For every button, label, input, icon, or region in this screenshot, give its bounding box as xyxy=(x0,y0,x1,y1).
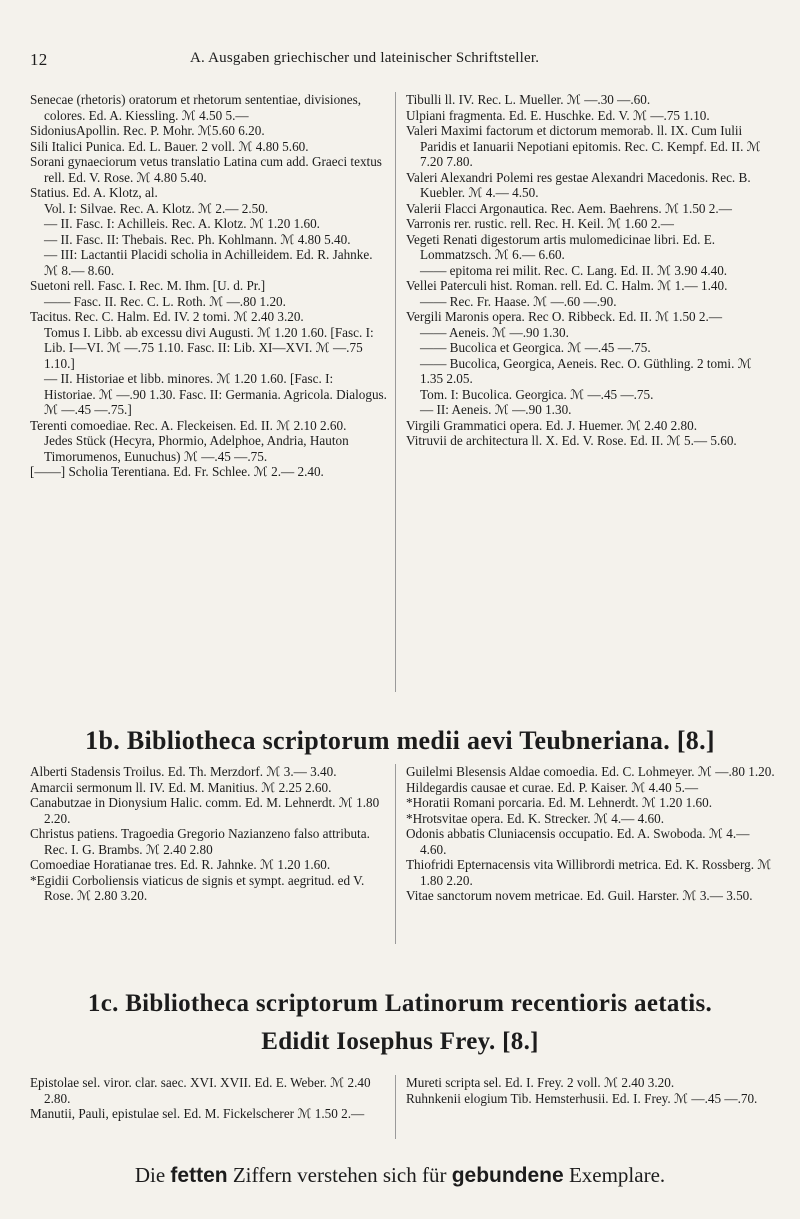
catalog-entry: —— Bucolica, Georgica, Aeneis. Rec. O. Güthling. 2 tomi. ℳ 1.35 2.05. xyxy=(420,355,752,386)
catalog-entry: — II. Fasc. I: Achilleis. Rec. A. Klotz. ℳ 1.20 1.60. xyxy=(44,216,320,231)
catalog-entry: Valeri Alexandri Polemi res gestae Alexandri Macedonis. Rec. B. Kuebler. ℳ 4.— 4.50. xyxy=(406,169,751,200)
catalog-entry: Epistolae sel. viror. clar. saec. XVI. XVII. Ed. E. Weber. ℳ 2.40 2.80. xyxy=(30,1075,371,1106)
page-number: 12 xyxy=(30,50,48,69)
catalog-entry: Valerii Flacci Argonautica. Rec. Aem. Baehrens. ℳ 1.50 2.— xyxy=(406,200,732,216)
footer-text: Ziffern verstehen sich für xyxy=(232,1163,447,1187)
section-1b-left-column xyxy=(30,764,388,904)
section-1c-left-column xyxy=(30,1075,388,1122)
catalog-entry: Sorani gynaeciorum vetus translatio Latina cum add. Graeci textus rell. Ed. V. Rose. ℳ 4.80 5.40. xyxy=(30,154,382,185)
catalog-entry: Vegeti Renati digestorum artis mulomedicinae libri. Ed. E. Lommatzsch. ℳ 6.— 6.60. xyxy=(406,231,716,262)
catalog-entry: Comoediae Horatianae tres. Ed. R. Jahnke. ℳ 1.20 1.60. xyxy=(30,857,331,872)
page-header xyxy=(30,50,770,74)
catalog-entry: Alberti Stadensis Troilus. Ed. Th. Merzdorf. ℳ 3.— 3.40. xyxy=(30,764,337,779)
catalog-entry: [——] Scholia Terentiana. Ed. Fr. Schlee. ℳ 2.— 2.40. xyxy=(30,464,324,479)
catalog-entry: Ruhnkenii elogium Tib. Hemsterhusii. Ed. I. Frey. ℳ —.45 —.70. xyxy=(406,1090,758,1106)
catalog-entry: —— Aeneis. ℳ —.90 1.30. xyxy=(420,324,569,340)
catalog-entry: Valeri Maximi factorum et dictorum memorab. ll. IX. Cum Iulii Paridis et Ianuarii Nepotiani epitomis. Rec. C. Kempf. Ed. II. ℳ 7.20 7.80. xyxy=(406,123,761,169)
catalog-entry: Suetoni rell. Fasc. I. Rec. M. Ihm. [U. d. Pr.] xyxy=(30,278,266,293)
column-divider xyxy=(395,764,396,944)
footer-bold-text: gebundene xyxy=(451,1164,564,1187)
catalog-entry: — II. Historiae et libb. minores. ℳ 1.20 1.60. [Fasc. I: Historiae. ℳ —.90 1.30. Fasc. II: Germania. Agricola. Dialogus. ℳ —.45 —.75.] xyxy=(44,371,387,417)
section-1c xyxy=(30,1075,774,1145)
catalog-entry: Mureti scripta sel. Ed. I. Frey. 2 voll. ℳ 2.40 3.20. xyxy=(406,1075,675,1090)
section-1c-subtitle: Edidit Iosephus Frey. [8.] xyxy=(261,1028,539,1055)
catalog-entry: Virgili Grammatici opera. Ed. J. Huemer. ℳ 2.40 2.80. xyxy=(406,417,698,433)
catalog-entry: — II. Fasc. II: Thebais. Rec. Ph. Kohlmann. ℳ 4.80 5.40. xyxy=(44,231,351,247)
catalog-entry: Jedes Stück (Hecyra, Phormio, Adelphoe, Andria, Hauton Timorumenos, Eunuchus) ℳ —.45 —.75. xyxy=(44,433,349,464)
column-divider xyxy=(395,1075,396,1139)
catalog-entry: Vergili Maronis opera. Rec O. Ribbeck. Ed. II. ℳ 1.50 2.— xyxy=(406,309,723,324)
catalog-entry: *Egidii Corboliensis viaticus de signis et sympt. aegritud. ed V. Rose. ℳ 2.80 3.20. xyxy=(30,872,365,903)
catalog-entry: Vitruvii de architectura ll. X. Ed. V. Rose. Ed. II. ℳ 5.— 5.60. xyxy=(406,433,737,448)
catalog-entry: Odonis abbatis Cluniacensis occupatio. Ed. A. Swoboda. ℳ 4.— 4.60. xyxy=(406,826,750,857)
column-divider xyxy=(395,92,396,692)
section-1b xyxy=(30,764,774,944)
section-1c-right-column xyxy=(406,1075,776,1106)
catalog-entry: — II: Aeneis. ℳ —.90 1.30. xyxy=(420,402,572,417)
footer-note xyxy=(0,1163,800,1188)
catalog-entry: Manutii, Pauli, epistulae sel. Ed. M. Fickelscherer ℳ 1.50 2.— xyxy=(30,1106,365,1121)
catalog-entry: Tom. I: Bucolica. Georgica. ℳ —.45 —.75. xyxy=(420,386,654,402)
catalog-entry: Sili Italici Punica. Ed. L. Bauer. 2 voll. ℳ 4.80 5.60. xyxy=(30,138,309,154)
catalog-entry: *Hrotsvitae opera. Ed. K. Strecker. ℳ 4.— 4.60. xyxy=(406,810,665,826)
catalog-entry: Tacitus. Rec. C. Halm. Ed. IV. 2 tomi. ℳ 2.40 3.20. xyxy=(30,309,304,324)
catalog-entry: — III: Lactantii Placidi scholia in Achilleidem. Ed. R. Jahnke. ℳ 8.— 8.60. xyxy=(44,247,373,278)
catalog-entry: Vellei Paterculi hist. Roman. rell. Ed. C. Halm. ℳ 1.— 1.40. xyxy=(406,278,728,293)
catalog-entry: Christus patiens. Tragoedia Gregorio Nazianzeno falso attributa. Rec. I. G. Brambs. ℳ 2.40 2.80 xyxy=(30,826,370,857)
catalog-entry: —— epitoma rei milit. Rec. C. Lang. Ed. II. ℳ 3.90 4.40. xyxy=(420,262,728,278)
catalog-entry: *Horatii Romani porcaria. Ed. M. Lehnerdt. ℳ 1.20 1.60. xyxy=(406,795,712,810)
catalog-entry: SidoniusApollin. Rec. P. Mohr. ℳ5.60 6.20. xyxy=(30,123,265,138)
footer-bold-text: fetten xyxy=(170,1164,228,1187)
section-1b-right-column xyxy=(406,764,776,904)
catalog-entry: —— Fasc. II. Rec. C. L. Roth. ℳ —.80 1.20. xyxy=(44,293,286,309)
section-1c-title: 1c. Bibliotheca scriptorum Latinorum recentioris aetatis. xyxy=(87,990,713,1017)
running-title: A. Ausgaben griechischer und lateinischer Schriftsteller. xyxy=(190,50,540,66)
section-1a-right-column xyxy=(406,92,776,449)
catalog-entry: Amarcii sermonum ll. IV. Ed. M. Manitius. ℳ 2.25 2.60. xyxy=(30,779,332,795)
catalog-entry: Canabutzae in Dionysium Halic. comm. Ed. M. Lehnerdt. ℳ 1.80 2.20. xyxy=(30,795,380,826)
section-1b-title: 1b. Bibliotheca scriptorum medii aevi Teubneriana. [8.] xyxy=(85,726,715,755)
catalog-entry: Vitae sanctorum novem metricae. Ed. Guil. Harster. ℳ 3.— 3.50. xyxy=(406,888,753,903)
catalog-entry: Statius. Ed. A. Klotz, al. xyxy=(30,185,158,200)
catalog-entry: —— Rec. Fr. Haase. ℳ —.60 —.90. xyxy=(420,293,617,309)
catalog-entry: —— Bucolica et Georgica. ℳ —.45 —.75. xyxy=(420,340,651,355)
catalog-entry: Tomus I. Libb. ab excessu divi Augusti. ℳ 1.20 1.60. [Fasc. I: Lib. I—VI. ℳ —.75 1.10. Fasc. II: Lib. XI—XVI. ℳ —.75 1.10.] xyxy=(44,324,374,371)
catalog-entry: Vol. I: Silvae. Rec. A. Klotz. ℳ 2.— 2.50. xyxy=(44,200,269,216)
catalog-entry: Thiofridi Epternacensis vita Willibrordi metrica. Ed. K. Rossberg. ℳ 1.80 2.20. xyxy=(406,857,772,888)
catalog-entry: Ulpiani fragmenta. Ed. E. Huschke. Ed. V. ℳ —.75 1.10. xyxy=(406,107,710,123)
catalog-entry: Hildegardis causae et curae. Ed. P. Kaiser. ℳ 4.40 5.— xyxy=(406,779,699,795)
footer-text: Die xyxy=(134,1163,166,1187)
section-1a xyxy=(30,92,774,692)
catalog-entry: Guilelmi Blesensis Aldae comoedia. Ed. C. Lohmeyer. ℳ —.80 1.20. xyxy=(406,764,775,779)
catalog-entry: Senecae (rhetoris) oratorum et rhetorum sententiae, divisiones, colores. Ed. A. Kiessling. ℳ 4.50 5.— xyxy=(30,92,362,123)
section-1a-left-column xyxy=(30,92,388,480)
footer-text: Exemplare. xyxy=(568,1163,666,1187)
catalog-entry: Terenti comoediae. Rec. A. Fleckeisen. Ed. II. ℳ 2.10 2.60. xyxy=(30,417,347,433)
catalog-entry: Tibulli ll. IV. Rec. L. Mueller. ℳ —.30 —.60. xyxy=(406,92,651,107)
catalog-entry: Varronis rer. rustic. rell. Rec. H. Keil. ℳ 1.60 2.— xyxy=(406,216,674,231)
